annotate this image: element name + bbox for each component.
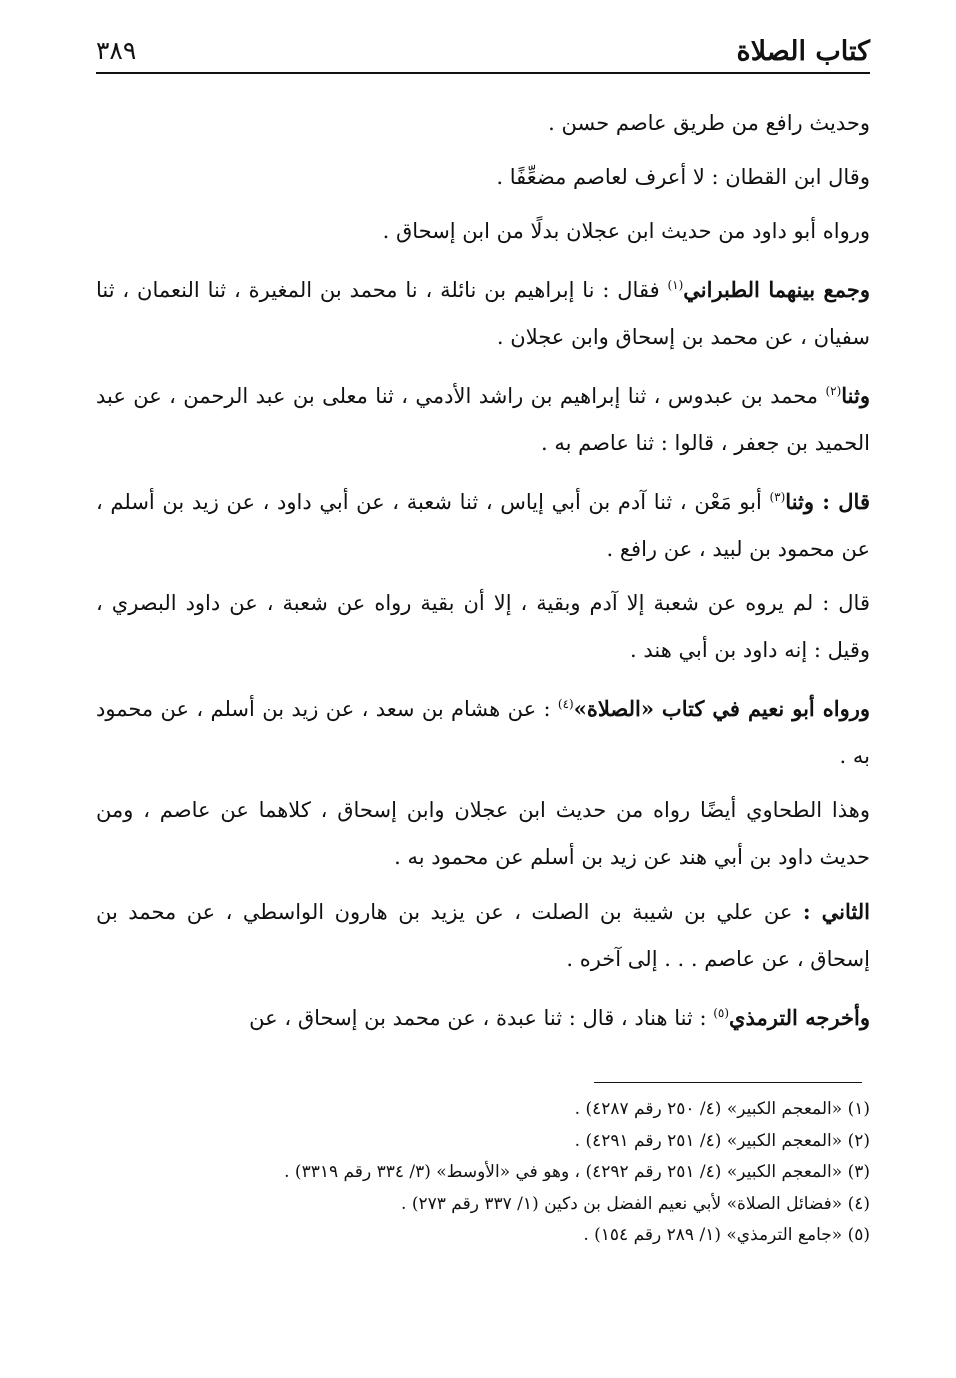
paragraph-lead: ورواه أبو نعيم في كتاب «الصلاة» bbox=[573, 696, 871, 721]
paragraph-text: وهذا الطحاوي أيضًا رواه من حديث ابن عجلان وابن إسحاق ، كلاهما عن عاصم ، ومن حديث داود بن أبي هند عن زيد بن أسلم عن محمود به . bbox=[96, 798, 870, 869]
footnotes bbox=[96, 1094, 870, 1252]
paragraph-lead: الثاني : bbox=[802, 899, 870, 924]
paragraph-text: : ثنا هناد ، قال : ثنا عبدة ، عن محمد بن إسحاق ، عن bbox=[249, 1006, 714, 1030]
footnote-ref: (١) bbox=[667, 278, 684, 292]
paragraph bbox=[96, 208, 870, 255]
paragraph-text: محمد بن عبدوس ، ثنا إبراهيم بن راشد الأدمي ، ثنا معلى بن عبد الرحمن ، عن عبد الحميد بن جعفر ، قالوا : ثنا عاصم به . bbox=[96, 384, 870, 455]
running-title: كتاب الصلاة bbox=[736, 36, 870, 67]
paragraph-lead: وأخرجه الترمذي bbox=[729, 1005, 870, 1030]
page-header bbox=[96, 30, 870, 72]
paragraph-lead: قال : وثنا bbox=[785, 489, 870, 514]
footnote-ref: (٣) bbox=[769, 490, 786, 504]
paragraph-text: قال : لم يروه عن شعبة إلا آدم وبقية ، إلا أن بقية رواه عن شعبة ، عن داود البصري ، وقيل : إنه داود بن أبي هند . bbox=[96, 591, 870, 662]
footnote: (١) «المعجم الكبير» (٤/ ٢٥٠ رقم ٤٢٨٧) . bbox=[574, 1099, 870, 1119]
paragraph bbox=[96, 681, 870, 780]
paragraph bbox=[96, 787, 870, 881]
paragraph bbox=[96, 262, 870, 361]
paragraph-text: فقال : نا إبراهيم بن نائلة ، نا محمد بن المغيرة ، ثنا النعمان ، ثنا سفيان ، عن محمد بن إسحاق وابن عجلان . bbox=[96, 278, 870, 349]
paragraph bbox=[96, 100, 870, 147]
footnote-ref: (٤) bbox=[557, 697, 574, 711]
footnote-ref: (٥) bbox=[713, 1006, 730, 1020]
paragraph bbox=[96, 580, 870, 674]
paragraph-lead: وجمع بينهما الطبراني bbox=[683, 277, 870, 302]
paragraph-text: ورواه أبو داود من حديث ابن عجلان بدلًا من ابن إسحاق . bbox=[382, 219, 870, 243]
paragraph-lead: وثنا bbox=[841, 383, 870, 408]
footnote-separator bbox=[594, 1082, 862, 1083]
paragraph bbox=[96, 990, 870, 1042]
paragraph bbox=[96, 474, 870, 573]
paragraph-text: وحديث رافع من طريق عاصم حسن . bbox=[548, 111, 870, 135]
header-rule bbox=[96, 72, 870, 74]
paragraph bbox=[96, 154, 870, 201]
paragraph bbox=[96, 888, 870, 983]
footnote: (٣) «المعجم الكبير» (٤/ ٢٥١ رقم ٤٢٩٢) ، وهو في «الأوسط» (٣/ ٣٣٤ رقم ٣٣١٩) . bbox=[284, 1162, 870, 1182]
paragraph-text: عن علي بن شيبة بن الصلت ، عن يزيد بن هارون الواسطي ، عن محمد بن إسحاق ، عن عاصم . . . إلى آخره . bbox=[96, 900, 870, 971]
footnote-ref: (٢) bbox=[825, 384, 842, 398]
paragraph-text: : عن هشام بن سعد ، عن زيد بن أسلم ، عن محمود به . bbox=[96, 697, 870, 768]
footnote: (٢) «المعجم الكبير» (٤/ ٢٥١ رقم ٤٢٩١) . bbox=[574, 1130, 870, 1151]
paragraph bbox=[96, 368, 870, 467]
main-text bbox=[96, 100, 870, 1049]
footnote: (٤) «فضائل الصلاة» لأبي نعيم الفضل بن دكين (١/ ٣٣٧ رقم ٢٧٣) . bbox=[401, 1193, 870, 1214]
paragraph-text: أبو مَعْن ، ثنا آدم بن أبي إياس ، ثنا شعبة ، عن أبي داود ، عن زيد بن أسلم ، عن محمود بن لبيد ، عن رافع . bbox=[96, 490, 870, 561]
paragraph-text: وقال ابن القطان : لا أعرف لعاصم مضعِّفًا . bbox=[496, 165, 870, 189]
footnote: (٥) «جامع الترمذي» (١/ ٢٨٩ رقم ١٥٤) . bbox=[583, 1225, 870, 1245]
page-number: ٣٨٩ bbox=[96, 36, 137, 65]
